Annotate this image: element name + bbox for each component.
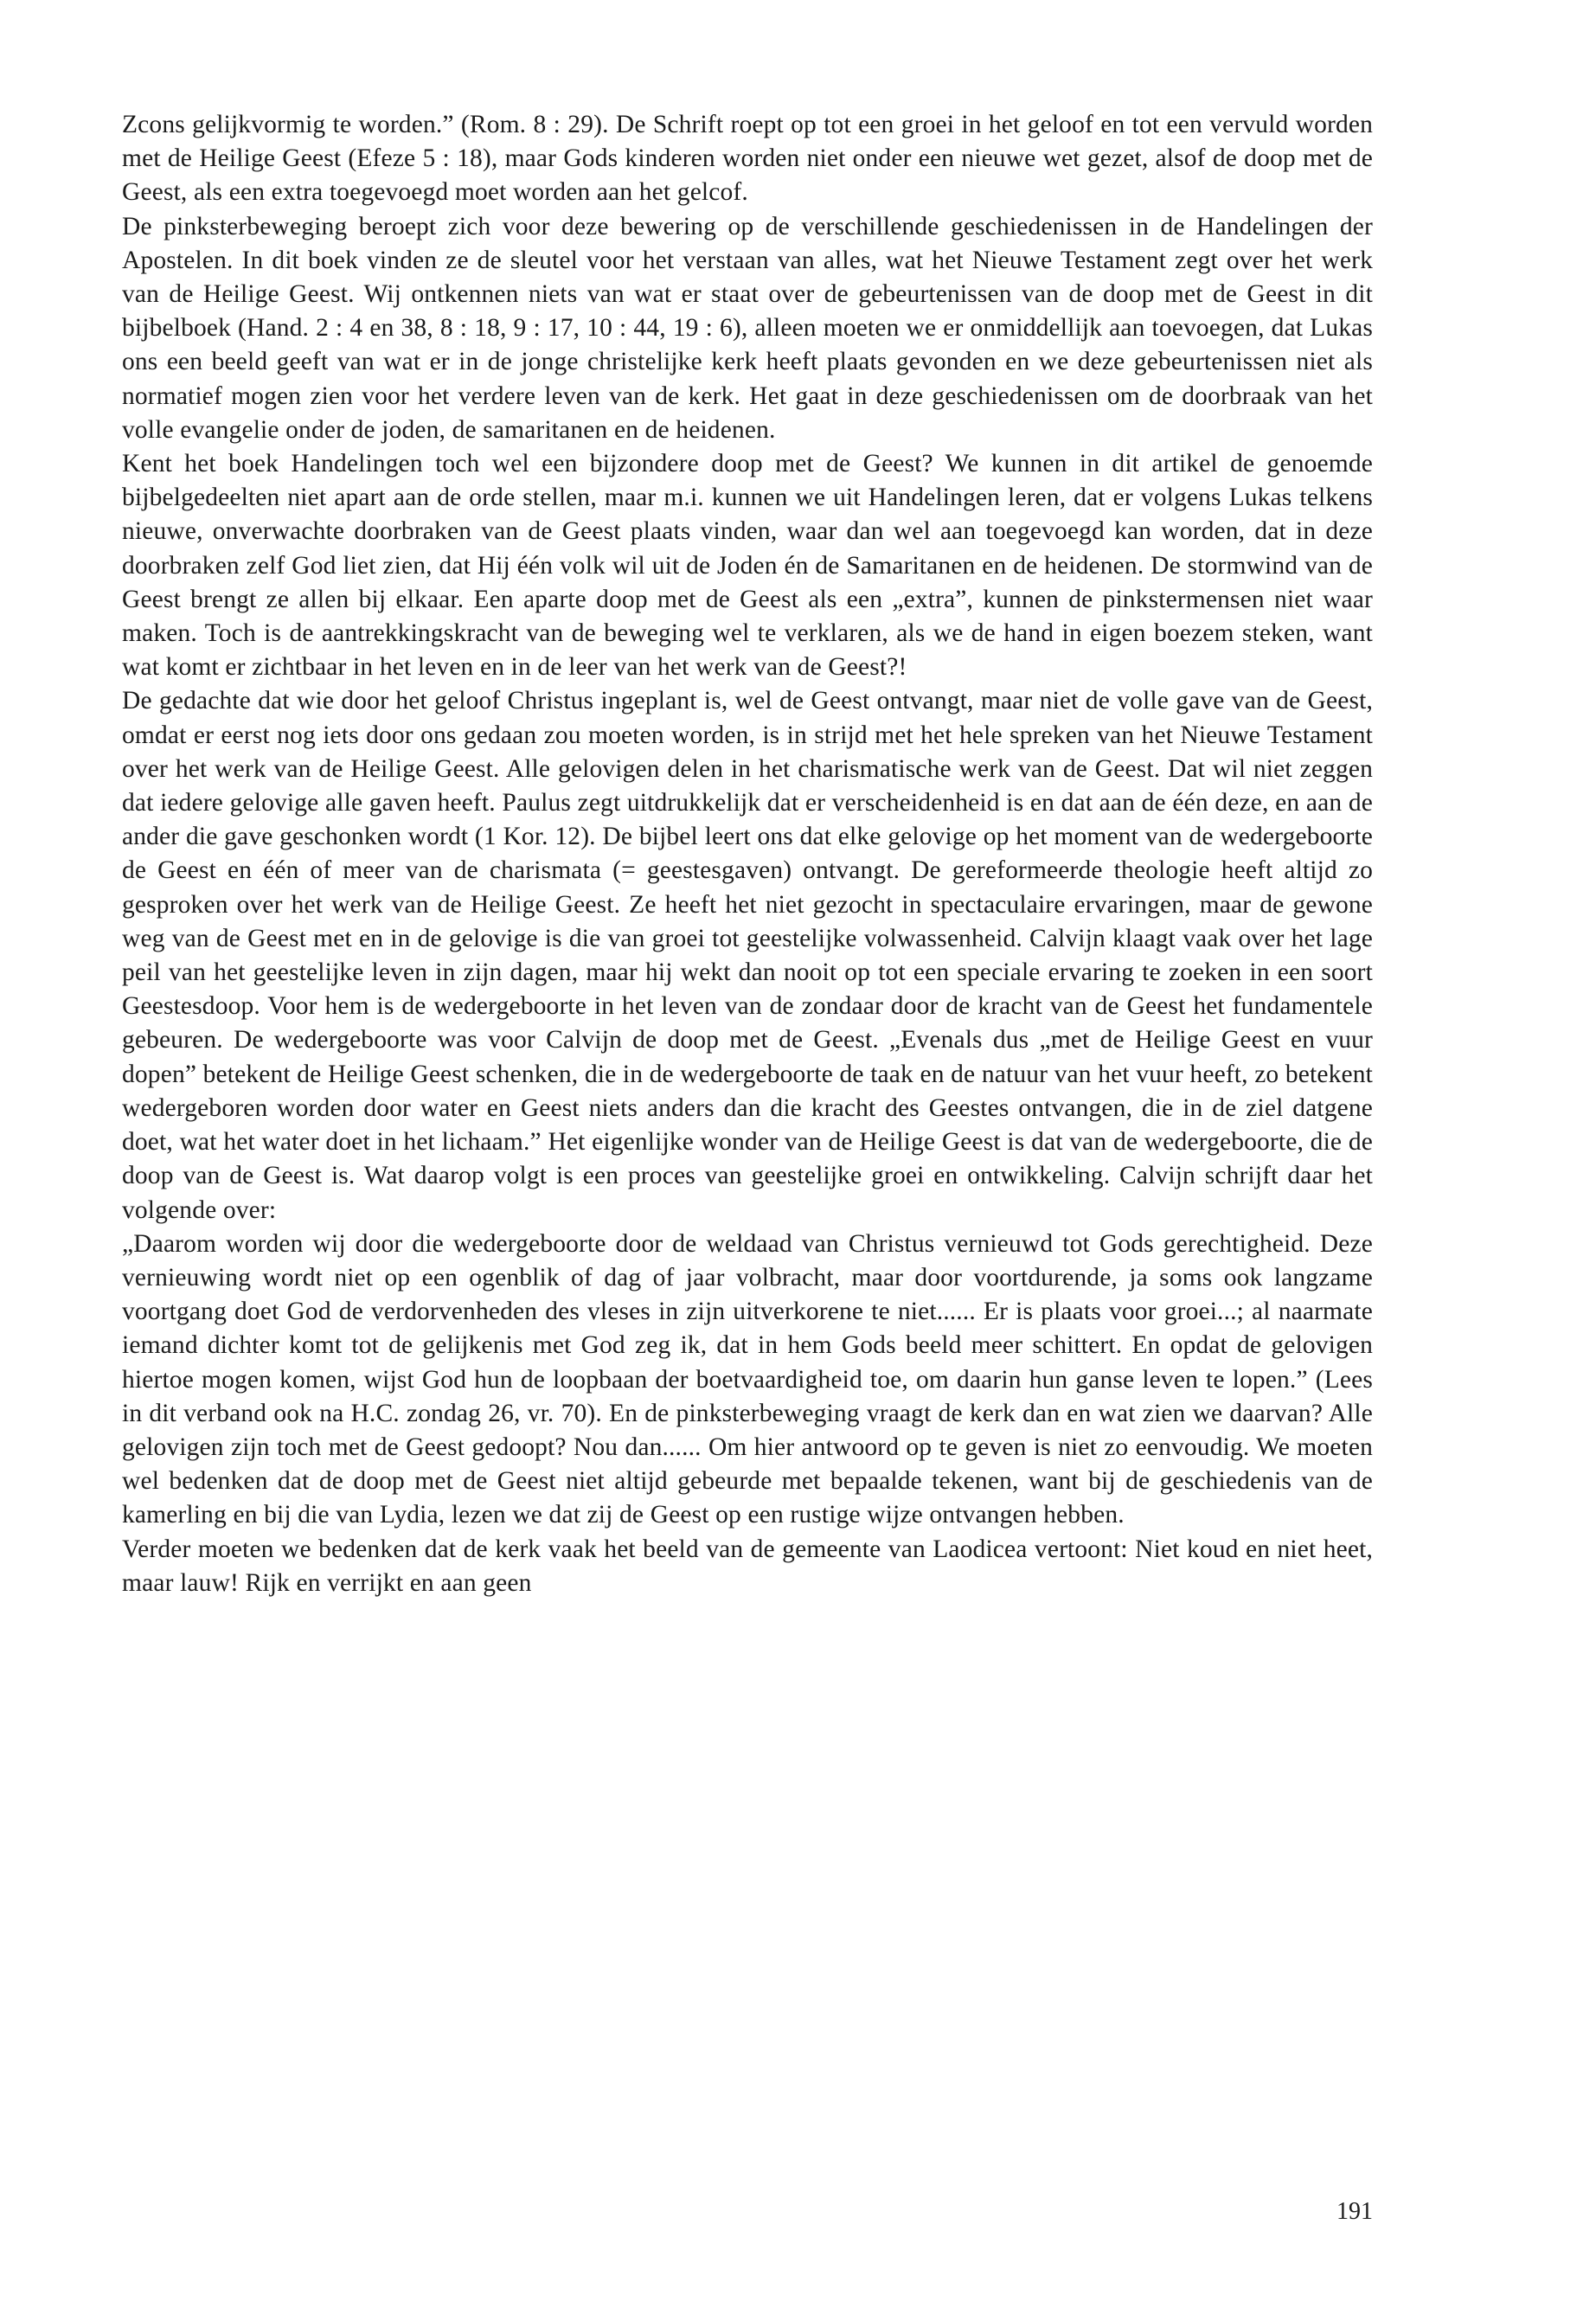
- paragraph-pinksterbeweging: De pinksterbeweging beroept zich voor deze bewering op de verschillende geschiedenissen in de Handelingen der Apostelen. In dit boek vinden ze de sleutel voor het verstaan van alles, wat het Nieuwe Testament zegt over het werk van de Heilige Geest. Wij ontkennen niets van wat er staat over de gebeurtenissen van de doop met de Geest in dit bijbelboek (Hand. 2 : 4 en 38, 8 : 18, 9 : 17, 10 : 44, 19 : 6), alleen moeten we er onmiddellijk aan toevoegen, dat Lukas ons een beeld geeft van wat er in de jonge christelijke kerk heeft plaats gevonden en we deze gebeurtenissen niet als normatief mogen zien voor het verdere leven van de kerk. Het gaat in deze geschiedenissen om de doorbraak van het volle evangelie onder de joden, de samaritanen en de heidenen.: [122, 212, 1373, 444]
- paragraph-geloof-christus: De gedachte dat wie door het geloof Christus ingeplant is, wel de Geest ontvangt, maar niet de volle gave van de Geest, omdat er eerst nog iets door ons gedaan zou moeten worden, is in strijd met het hele spreken van het Nieuwe Testament over het werk van de Heilige Geest. Alle gelovigen delen in het charismatische werk van de Geest. Dat wil niet zeggen dat iedere gelovige alle gaven heeft. Paulus zegt uitdrukkelijk dat er verscheidenheid is en dat aan de één deze, en aan de ander die gave geschonken wordt (1 Kor. 12). De bijbel leert ons dat elke gelovige op het moment van de wedergeboorte de Geest en één of meer van de charismata (= geestesgaven) ontvangt. De gereformeerde theologie heeft altijd zo gesproken over het werk van de Heilige Geest. Ze heeft het niet gezocht in spectaculaire ervaringen, maar de gewone weg van de Geest met en in de gelovige is die van groei tot geestelijke volwassenheid. Calvijn klaagt vaak over het lage peil van het geestelijke leven in zijn dagen, maar hij wekt dan nooit op tot een speciale ervaring te zoeken in een soort Geestesdoop. Voor hem is de wedergeboorte in het leven van de zondaar door de kracht van de Geest het fundamentele gebeuren. De wedergeboorte was voor Calvijn de doop met de Geest. „Evenals dus „met de Heilige Geest en vuur dopen” betekent de Heilige Geest schenken, die in de wedergeboorte de taak en de natuur van het vuur heeft, zo betekent wedergeboren worden door water en Geest niets anders dan die kracht des Geestes ontvangen, die in de ziel datgene doet, wat het water doet in het lichaam.” Het eigenlijke wonder van de Heilige Geest is dat van de wedergeboorte, die de doop van de Geest is. Wat daarop volgt is een proces van geestelijke groei en ontwikkeling. Calvijn schrijft daar het volgende over:: [122, 687, 1373, 1224]
- document-page: [122, 108, 1373, 1600]
- paragraph-calvijn-quote: „Daarom worden wij door die wedergeboorte door de weldaad van Christus vernieuwd tot Gods gerechtigheid. Deze vernieuwing wordt niet op een ogenblik of dag of jaar volbracht, maar door voortdurende, ja soms ook langzame voortgang doet God de verdorvenheden des vleses in zijn uitverkorene te niet...... Er is plaats voor groei...; al naarmate iemand dichter komt tot de gelijkenis met God zeg ik, dat in hem Gods beeld meer schittert. En opdat de gelovigen hiertoe mogen komen, wijst God hun de loopbaan der boetvaardigheid toe, om daarin hun ganse leven te lopen.” (Lees in dit verband ook na H.C. zondag 26, vr. 70). En de pinksterbeweging vraagt de kerk dan en wat zien we daarvan? Alle gelovigen zijn toch met de Geest gedoopt? Nou dan...... Om hier antwoord op te geven is niet zo eenvoudig. We moeten wel bedenken dat de doop met de Geest niet altijd gebeurde met bepaalde tekenen, want bij de geschiedenis van de kamerling en bij die van Lydia, lezen we dat zij de Geest op een rustige wijze ontvangen hebben.: [122, 1229, 1373, 1529]
- paragraph-romans-quote: Zcons gelijkvormig te worden.” (Rom. 8 : 29). De Schrift roept op tot een groei in het geloof en tot een vervuld worden met de Heilige Geest (Efeze 5 : 18), maar Gods kinderen worden niet onder een nieuwe wet gezet, alsof de doop met de Geest, als een extra toegevoegd moet worden aan het gelcof.: [122, 111, 1373, 207]
- paragraph-laodicea: Verder moeten we bedenken dat de kerk vaak het beeld van de gemeente van Laodicea vertoont: Niet koud en niet heet, maar lauw! Rijk en verrijkt en aan geen: [122, 1535, 1373, 1597]
- paragraph-handelingen: Kent het boek Handelingen toch wel een bijzondere doop met de Geest? We kunnen in dit artikel de genoemde bijbelgedeelten niet apart aan de orde stellen, maar m.i. kunnen we uit Handelingen leren, dat er volgens Lukas telkens nieuwe, onverwachte doorbraken van de Geest plaats vinden, waar dan wel aan toegevoegd kan worden, dat in deze doorbraken zelf God liet zien, dat Hij één volk wil uit de Joden én de Samaritanen en de heidenen. De stormwind van de Geest brengt ze allen bij elkaar. Een aparte doop met de Geest als een „extra”, kunnen de pinkstermensen niet waar maken. Toch is de aantrekkingskracht van de beweging wel te verklaren, als we de hand in eigen boezem steken, want wat komt er zichtbaar in het leven en in de leer van het werk van de Geest?!: [122, 450, 1373, 682]
- page-number: 191: [1336, 2198, 1373, 2225]
